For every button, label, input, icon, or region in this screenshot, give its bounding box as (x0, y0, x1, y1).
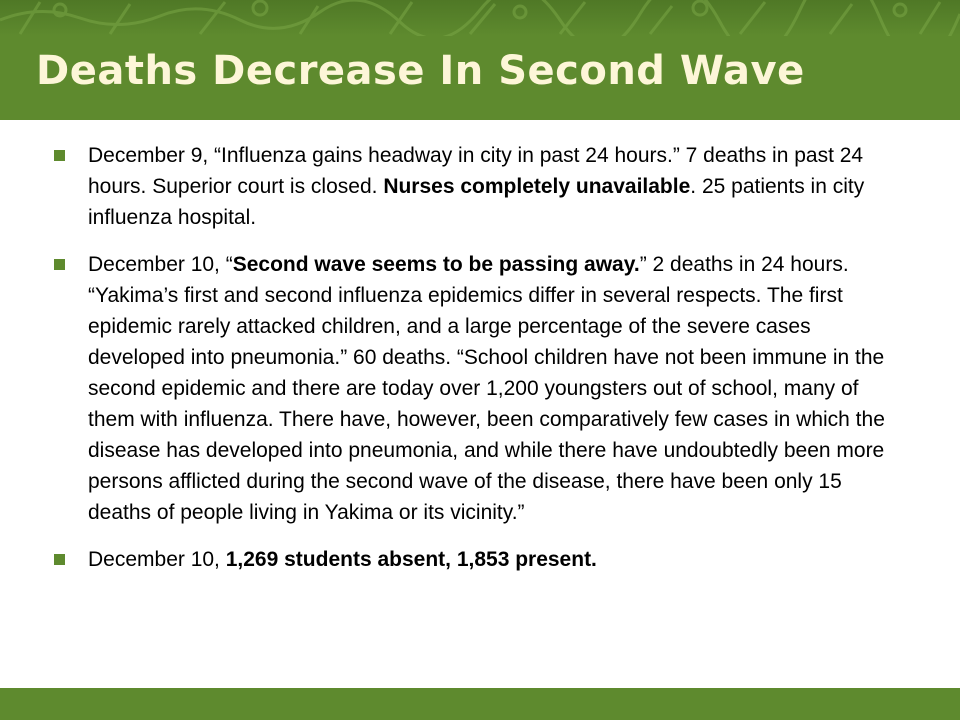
header-texture-band (0, 0, 960, 36)
square-bullet-icon (54, 259, 65, 270)
square-bullet-icon (54, 554, 65, 565)
slide-header (0, 0, 960, 120)
slide-title: Deaths Decrease In Second Wave (36, 48, 805, 94)
square-bullet-icon (54, 150, 65, 161)
bullet-text: December 10, “ (88, 253, 233, 276)
bullet-text: December 10, (88, 548, 226, 571)
bullet-item-3 (50, 544, 910, 575)
bullet-bold-text: 1,269 students absent, 1,853 present. (225, 548, 597, 571)
bullet-bold-text: Second wave seems to be passing away. (232, 253, 640, 276)
bullet-bold-text: Nurses completely unavailable (383, 175, 691, 198)
decorative-pattern-icon (0, 0, 960, 36)
bullet-list (50, 140, 910, 591)
bullet-text: . 25 patients in city influenza hospital. (88, 175, 865, 229)
bullet-item-1 (50, 140, 910, 233)
slide-footer-bar (0, 688, 960, 720)
bullet-text: December 9, “Influenza gains headway in city in past 24 hours.” 7 deaths in past 24 hours. Superior court is closed. (88, 144, 864, 198)
bullet-item-2 (50, 249, 910, 528)
bullet-text: ” 2 deaths in 24 hours. “Yakima’s first and second influenza epidemics differ in several respects. The first epidemic rarely attacked children, and a large percentage of the severe cases developed into pneumonia.” 60 deaths. “School children have not been immune in the second epidemic and there are today over 1,200 youngsters out of school, many of them with influenza. There have, however, been comparatively few cases in which the disease has developed into pneumonia, and while there have undoubtedly been more persons afflicted during the second wave of the disease, there have been only 15 deaths of people living in Yakima or its vicinity.” (88, 253, 885, 524)
